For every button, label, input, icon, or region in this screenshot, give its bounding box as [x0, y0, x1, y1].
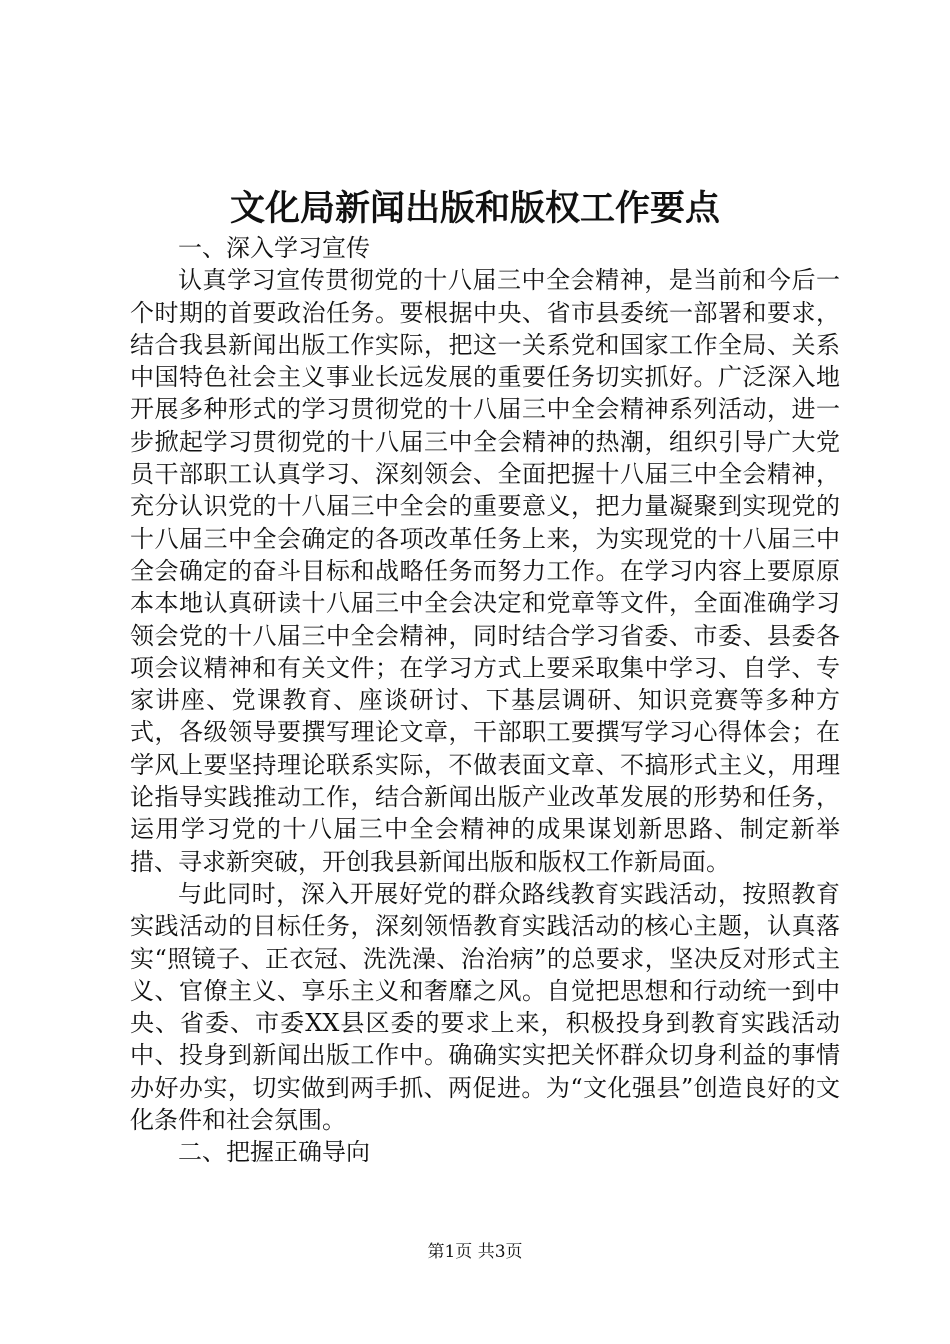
body-paragraph-1: 认真学习宣传贯彻党的十八届三中全会精神，是当前和今后一个时期的首要政治任务。要根据中央、省市县委统一部署和要求，结合我县新闻出版工作实际，把这一关系党和国家工作全局、关系中国特色社会主义事业长远发展的重要任务切实抓好。广泛深入地开展多种形式的学习贯彻党的十八届三中全会精神系列活动，进一步掀起学习贯彻党的十八届三中全会精神的热潮，组织引导广大党员干部职工认真学习、深刻领会、全面把握十八届三中全会精神，充分认识党的十八届三中全会的重要意义，把力量凝聚到实现党的十八届三中全会确定的各项改革任务上来，为实现党的十八届三中全会确定的奋斗目标和战略任务而努力工作。在学习内容上要原原本本地认真研读十八届三中全会决定和党章等文件，全面准确学习领会党的十八届三中全会精神，同时结合学习省委、市委、县委各项会议精神和有关文件；在学习方式上要采取集中学习、自学、专家讲座、党课教育、座谈研讨、下基层调研、知识竞赛等多种方式，各级领导要撰写理论文章，干部职工要撰写学习心得体会；在学风上要坚持理论联系实际，不做表面文章、不搞形式主义，用理论指导实践推动工作，结合新闻出版产业改革发展的形势和任务，运用学习党的十八届三中全会精神的成果谋划新思路、制定新举措、寻求新突破，开创我县新闻出版和版权工作新局面。	[130, 266, 840, 876]
section-heading-2: 二、把握正确导向	[178, 1138, 370, 1167]
document-title: 文化局新闻出版和版权工作要点	[229, 188, 720, 229]
section-heading-1: 一、深入学习宣传	[178, 234, 370, 262]
page-footer: 第1页 共3页	[427, 1242, 523, 1262]
document-body	[130, 232, 840, 1169]
body-paragraph-2: 与此同时，深入开展好党的群众路线教育实践活动，按照教育实践活动的目标任务，深刻领悟教育实践活动的核心主题，认真落实“照镜子、正衣冠、洗洗澡、治治病”的总要求，坚决反对形式主义、官僚主义、享乐主义和奢靡之风。自觉把思想和行动统一到中央、省委、市委XX县区委的要求上来，积极投身到教育实践活动中、投身到新闻出版工作中。确确实实把关怀群众切身利益的事情办好办实，切实做到两手抓、两促进。为“文化强县”创造良好的文化条件和社会氛围。	[130, 879, 840, 1135]
